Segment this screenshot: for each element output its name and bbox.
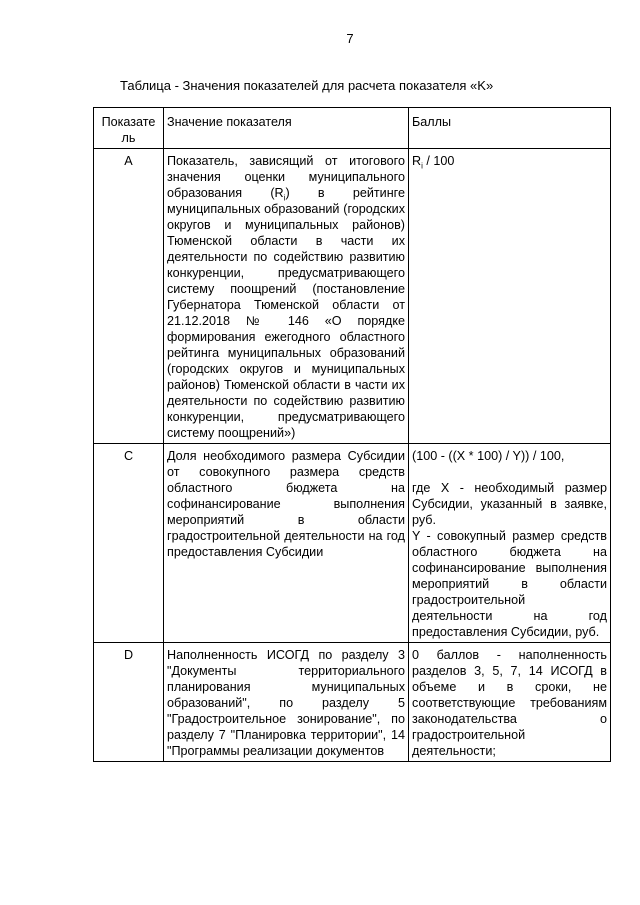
row-value <box>164 149 409 444</box>
score-x-definition: где X - необходимый размер Субсидии, указанный в заявке, руб. <box>412 481 607 527</box>
score-symbol: R <box>412 154 422 168</box>
row-value: Наполненность ИСОГД по разделу 3 "Документы территориального планирования муниципальных образований", по разделу 5 "Градостроительное зонирование", по разделу 7 "Планировка территории", 14 "Программы реализации документов <box>164 643 409 762</box>
row-code: D <box>94 643 164 762</box>
score-divisor: / 100 <box>422 154 455 168</box>
row-score <box>409 149 611 444</box>
indicators-table <box>93 107 611 762</box>
row-value: Доля необходимого размера Субсидии от совокупного размера средств областного бюджета на софинансирование выполнения мероприятий в области градостроительной деятельности на год предоставления Субсидии <box>164 444 409 643</box>
table-row-d <box>94 643 611 762</box>
row-code: A <box>94 149 164 444</box>
score-y-definition: Y - совокупный размер средств областного бюджета на софинансирование выполнения мероприятий в области градостроительной деятельности на год предоставления Субсидии, руб. <box>412 529 607 639</box>
score-spacer <box>412 464 607 480</box>
row-value-text-1: Показатель, зависящий от итогового значения оценки муниципального образования (R <box>167 154 405 200</box>
score-subscript: i <box>421 161 423 171</box>
table-caption: Таблица - Значения показателей для расчета показателя «K» <box>120 78 494 93</box>
header-indicator: Показате ль <box>94 108 164 149</box>
header-score: Баллы <box>409 108 611 149</box>
score-formula: (100 - ((X * 100) / Y)) / 100, <box>412 449 565 463</box>
row-code: C <box>94 444 164 643</box>
table-header-row <box>94 108 611 149</box>
table-row-a <box>94 149 611 444</box>
row-score: 0 баллов - наполненность разделов 3, 5, 7, 14 ИСОГД в объеме и в сроки, не соответствующие требованиям законодательства о градостроительной деятельности; <box>409 643 611 762</box>
table-row-c <box>94 444 611 643</box>
row-value-subscript: i <box>283 193 286 203</box>
header-value: Значение показателя <box>164 108 409 149</box>
page-number: 7 <box>346 31 354 46</box>
row-score <box>409 444 611 643</box>
row-value-text-2: ) в рейтинге муниципальных образований (городских округов и муниципальных районов) Тюменской области в части их деятельности по содействию развитию конкуренции, предусматривающего систему поощрений (постановление Губернатора Тюменской области от 21.12.2018 № 146 «О порядке формирования ежегодного областного рейтинга муниципальных образований (городских округов и муниципальных районов) Тюменской области в части их деятельности по содействию развитию конкуренции, предусматривающего систему поощрений») <box>167 186 405 440</box>
